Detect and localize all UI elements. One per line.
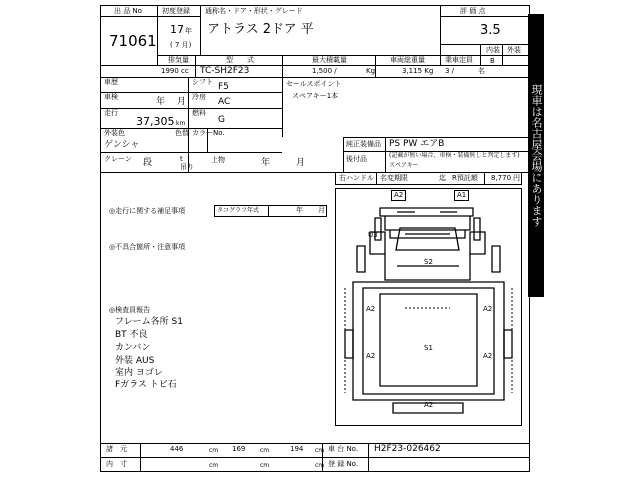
sales-point-value: スペアキー1本 (292, 92, 339, 100)
ext-color-value: ゲンシャ (104, 140, 140, 150)
after-value: スペアキー (389, 162, 419, 169)
ext-color-label: 外装色 (104, 129, 125, 137)
mark-bed-left-upper: A2 (366, 305, 376, 313)
location-banner (528, 14, 544, 297)
shift-label: シフト (192, 78, 213, 86)
paint-label: 色替 (175, 129, 189, 137)
fuel-label: 燃料 (192, 109, 206, 117)
spec-label: 諸 元 (106, 445, 127, 453)
max-load-label: 最大積載量 (312, 56, 347, 64)
dim-height: 194 (290, 445, 304, 453)
crane-hanging: t 吊り (180, 155, 194, 171)
inspector-label: ◎検査員報告 (109, 306, 151, 314)
mark-front-bumper-left: A2 (391, 190, 406, 201)
mark-bed-right-lower: A2 (483, 352, 493, 360)
cm-unit-5: cm (260, 462, 270, 469)
mark-bed-left-lower: A2 (366, 352, 376, 360)
capacity-value: 3 / (445, 67, 455, 75)
crane-steps: 段 (143, 158, 153, 168)
handle-value: 右ハンドル (339, 174, 374, 182)
equipment-value: PS PW エアB (389, 139, 445, 149)
lot-number: 71061 (109, 32, 157, 50)
cm-unit-1: cm (209, 447, 219, 454)
grade-label: 評 価 点 (460, 7, 486, 15)
mark-cab-center: S2 (424, 258, 433, 266)
tacho-month: 月 (318, 206, 325, 214)
max-load-value: 1,500 / (312, 67, 337, 75)
history-label: 車歴 (104, 78, 118, 86)
top-month: 月 (296, 158, 306, 168)
mark-bed-center: S1 (424, 344, 433, 352)
model-label: 通称名・ドア・形状・グレード (205, 7, 303, 15)
capacity-label: 乗車定員 (445, 56, 473, 64)
defects-label: ◎不具合箇所・注意事項 (109, 243, 186, 251)
gross-weight-label: 車両総重量 (390, 56, 425, 64)
chassis-label: 車 台 No. (328, 445, 359, 453)
registration-label: 登 録 No. (328, 460, 359, 468)
report-line-6: Fガラス トビ石 (115, 380, 177, 390)
cm-unit-2: cm (260, 447, 270, 454)
location-banner-text: 現車は名古屋会場にあります (530, 84, 543, 227)
report-line-3: カンバン (115, 343, 151, 353)
ac-value: AC (218, 97, 231, 107)
crane-label: クレーン (104, 155, 132, 163)
reg-year-unit: 年 (185, 27, 192, 35)
report-line-5: 室内 ヨゴレ (115, 368, 163, 378)
gross-weight-value: 3,115 Kg (402, 67, 434, 75)
mark-front-bumper-right: A1 (454, 190, 469, 201)
displacement-value: 1990 cc (161, 67, 189, 75)
interior-label: 内装 (486, 46, 500, 54)
top-year: 年 (261, 158, 271, 168)
tacho-year: 年 (296, 206, 303, 214)
shift-value: F5 (218, 82, 229, 92)
first-reg-label: 初度登録 (162, 7, 190, 15)
mileage-value: 37,305 (136, 115, 175, 128)
model-name: アトラス 2ドア 平 (207, 22, 314, 37)
tacho-label: タコグラフ年式 (217, 207, 260, 214)
mileage-unit: km (176, 120, 186, 127)
capacity-unit: 名 (478, 67, 485, 75)
after-label: 後付品 (346, 155, 367, 163)
interior-grade: B (490, 57, 495, 65)
report-line-2: BT 不良 (115, 330, 148, 340)
report-line-4: 外装 AUS (115, 356, 155, 366)
mark-bed-right-upper: A2 (483, 305, 493, 313)
type-label: 型 式 (226, 56, 254, 64)
cm-unit-6: cm (315, 462, 325, 469)
sales-point-label: セールスポイント (286, 80, 342, 88)
inspection-year: 年 (156, 97, 166, 107)
reg-year: 17 (170, 23, 184, 36)
recycle-unit: 円 (513, 174, 520, 182)
recycle-value: 8,770 (491, 174, 512, 182)
dim-width: 169 (232, 445, 246, 453)
displacement-label: 排気量 (168, 56, 189, 64)
driving-notes-label: ◎走行に関する補足事項 (109, 207, 186, 215)
fuel-value: G (218, 115, 225, 125)
top-label: 上物 (211, 156, 225, 164)
mileage-label: 走行 (104, 109, 118, 117)
ac-label: 冷房 (192, 93, 206, 101)
color-no-label: カラーNo. (192, 129, 225, 137)
cm-unit-4: cm (209, 462, 219, 469)
reg-month: ( 7 月) (170, 41, 192, 49)
after-note: (記載が無い場合、車検・装備無しと判定します) (389, 152, 520, 159)
inner-dim-label: 内 寸 (106, 460, 127, 468)
chassis-number: H2F23-026462 (374, 444, 441, 454)
type-value: TC-SH2F23 (200, 66, 250, 76)
mark-cab-left: U3 (368, 231, 378, 239)
truck-diagram (335, 188, 522, 426)
inspection-month: 月 (177, 97, 187, 107)
transfer-label: 名変期限 (380, 174, 408, 182)
dim-length: 446 (170, 445, 184, 453)
exterior-label: 外装 (507, 46, 521, 54)
transfer-day: 迄 (439, 174, 446, 182)
report-line-1: フレーム各所 S1 (115, 317, 183, 327)
mark-rear-gate: A2 (424, 401, 434, 409)
max-load-unit: Kg (366, 67, 376, 75)
lot-label: 出 品 No (114, 7, 142, 15)
recycle-label: R預託額 (452, 174, 478, 182)
inspection-label: 車検 (104, 93, 118, 101)
grade-value: 3.5 (480, 23, 501, 38)
cm-unit-3: cm (315, 447, 325, 454)
equipment-label: 純正装備品 (346, 140, 381, 148)
